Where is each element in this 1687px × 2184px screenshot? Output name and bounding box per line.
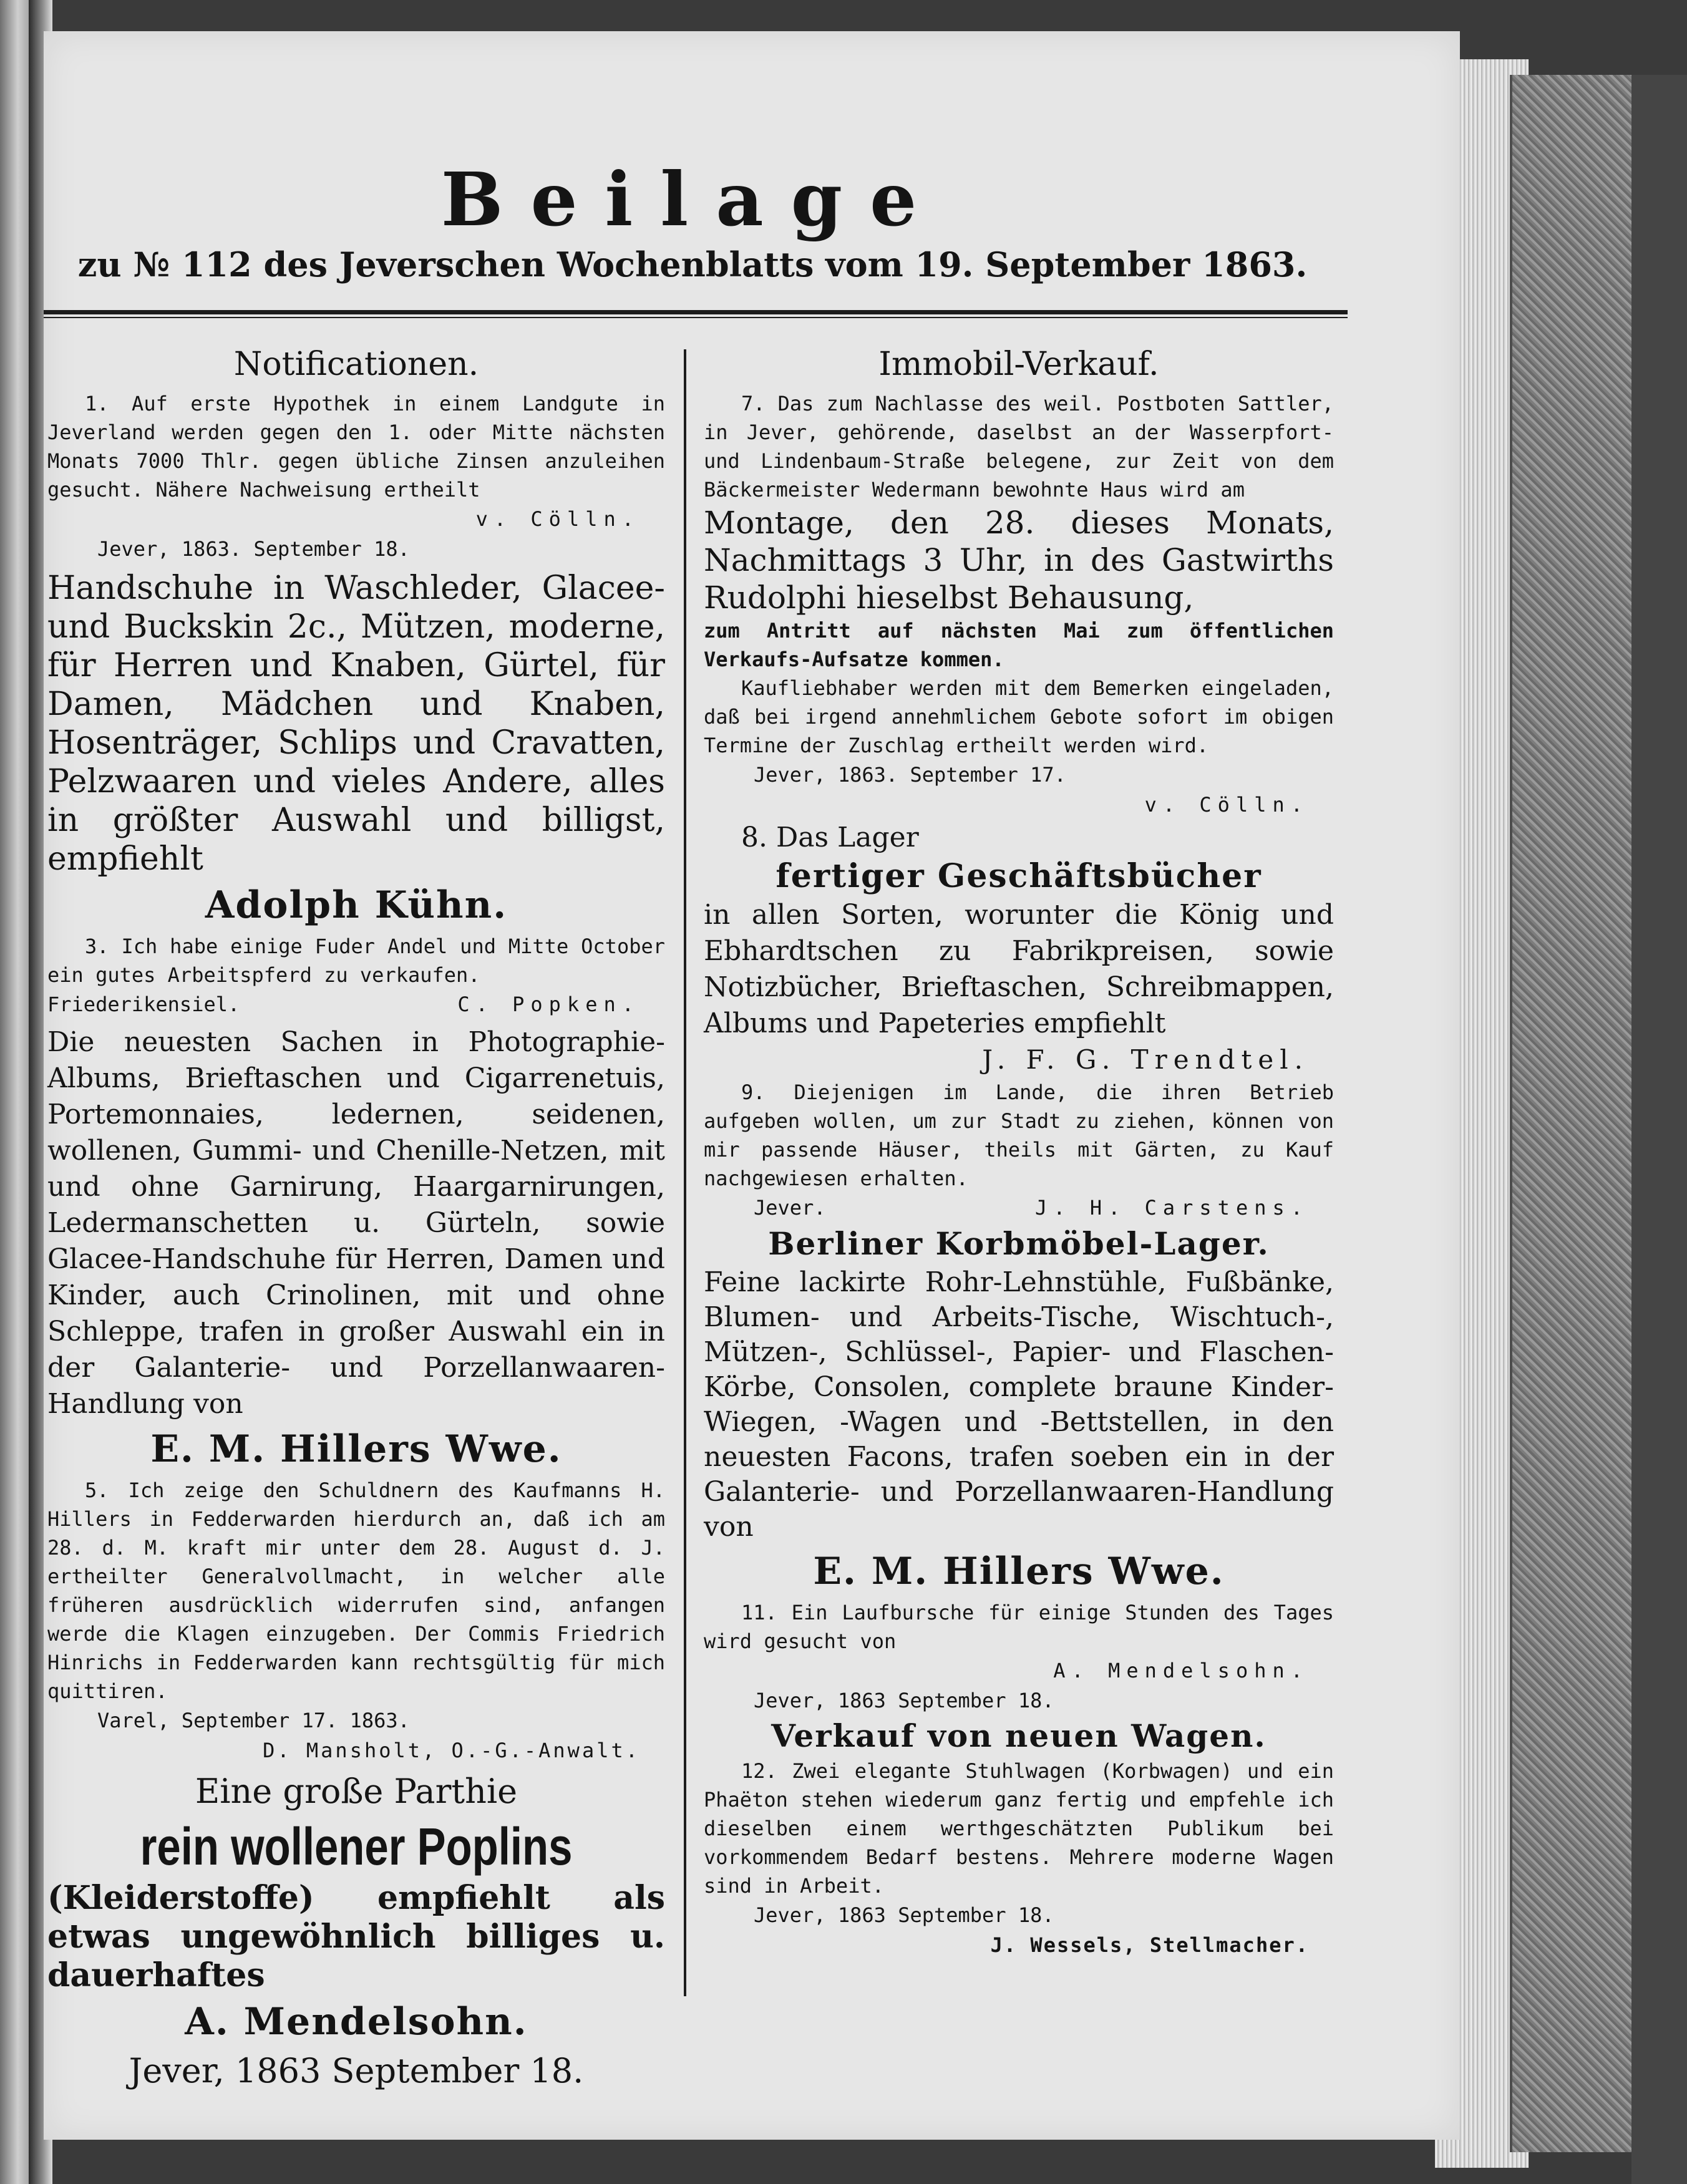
masthead-subtitle: zu № 112 des Jeverschen Wochenblatts vom 19. September 1863. xyxy=(77,245,1308,284)
masthead xyxy=(44,156,1341,286)
notice-7-text: 7. Das zum Nachlasse des weil. Postboten Sattler, in Jever, gehörende, daselbst an der Wasserpfort- und Lindenbaum-Straße belegene, zur Zeit von dem Bäckermeister Wedermann bewohnte Haus wird am xyxy=(704,392,1334,502)
notice-3-text: 3. Ich habe einige Fuder Andel und Mitte October ein gutes Arbeitspferd zu verkaufen. xyxy=(47,934,665,987)
notice-11-text: 11. Ein Laufbursche für einige Stunden des Tages wird gesucht von xyxy=(704,1601,1334,1653)
ad-mendelsohn-line3: (Kleiderstoffe) empfiehlt als etwas ungewöhnlich billiges u. dauerhaftes xyxy=(47,1879,665,1994)
notice-12-dateline: Jever, 1863 September 18. xyxy=(754,1903,1054,1927)
ad-mendelsohn-dateline: Jever, 1863 September 18. xyxy=(129,2051,584,2090)
ad-mendelsohn-name: A. Mendelsohn. xyxy=(185,2000,528,2044)
scan-background xyxy=(1631,75,1687,2184)
notice-5-dateline: Varel, September 17. 1863. xyxy=(97,1709,410,1732)
notice-3-place: Friederikensiel. xyxy=(47,993,240,1016)
notice-12-signature: J. Wessels, Stellmacher. xyxy=(990,1933,1309,1957)
notice-9-signature: J. H. Carstens. xyxy=(1035,1196,1309,1220)
notice-12-text: 12. Zwei elegante Stuhlwagen (Korbwagen) und ein Phaëton stehen wiederum ganz fertig und empfehle ich dieselben einem werthgeschätzten Publikum bei vorkommendem Bedarf bestens. Mehrere moderne Wagen sind in Arbeit. xyxy=(704,1759,1334,1898)
notice-5-signature: D. Mansholt, O.-G.-Anwalt. xyxy=(263,1739,640,1762)
column-divider xyxy=(684,349,686,1996)
ad-hillers-name: E. M. Hillers Wwe. xyxy=(150,1427,562,1471)
right-column xyxy=(704,337,1334,1960)
ad-kuehn-name: Adolph Kühn. xyxy=(205,883,508,927)
ad-mendelsohn-line1: Eine große Parthie xyxy=(195,1772,518,1811)
notice-3-signature: C. Popken. xyxy=(457,993,640,1016)
notice-7-after: zum Antritt auf nächsten Mai zum öffentlichen Verkaufs-Aufsatze kommen. xyxy=(704,619,1334,671)
ad-korb-name: E. M. Hillers Wwe. xyxy=(813,1550,1225,1593)
left-page-edge xyxy=(0,0,32,2184)
notice-7-big: Montage, den 28. dieses Monats, Nachmittags 3 Uhr, in des Gastwirths Rudolphi hieselbst Behausung, xyxy=(704,505,1334,616)
notice-5-text: 5. Ich zeige den Schuldnern des Kaufmanns H. Hillers in Fedderwarden hierdurch an, daß ich am 28. d. M. kraft mir unter dem 28. August d. J. ertheilter Generalvollmacht, in welcher alle früheren ausdrücklich widerrufen sind, anfangen werde die Klagen einzugeben. Der Commis Friedrich Hinrichs in Fedderwarden kann rechtsgültig für mich quittiren. xyxy=(47,1478,665,1703)
notice-11-dateline: Jever, 1863 September 18. xyxy=(754,1689,1054,1712)
notice-8-bold: fertiger Geschäftsbücher xyxy=(775,857,1262,895)
notice-1-signature: v. Cölln. xyxy=(475,507,640,531)
ad-korb-heading: Berliner Korbmöbel-Lager. xyxy=(768,1225,1270,1262)
notice-7-signature: v. Cölln. xyxy=(1144,793,1309,817)
section-heading-immobil: Immobil-Verkauf. xyxy=(878,346,1159,383)
notice-9-footer xyxy=(704,1193,1334,1223)
masthead-rule xyxy=(44,310,1348,314)
notice-1-text: 1. Auf erste Hypothek in einem Landgute in Jeverland werden gegen den 1. oder Mitte nächsten Monats 7000 Thlr. gegen übliche Zinsen anzuleihen gesucht. Nähere Nachweisung ertheilt xyxy=(47,392,665,502)
section-heading-notificationen: Notificationen. xyxy=(233,346,479,383)
notice-12-heading: Verkauf von neuen Wagen. xyxy=(771,1717,1266,1754)
notice-3-footer xyxy=(47,989,665,1019)
masthead-title: Beilage xyxy=(440,156,945,243)
notice-8-text: in allen Sorten, worunter die König und Ebhardtschen zu Fabrikpreisen, sowie Notizbücher, Brieftaschen, Schreibmappen, Albums und Papeteries empfiehlt xyxy=(704,899,1334,1039)
ad-mendelsohn-line2: rein wollener Poplins xyxy=(140,1817,573,1876)
book-cover xyxy=(1510,75,1637,2152)
notice-8-intro: 8. Das Lager xyxy=(741,822,919,853)
notice-9-text: 9. Diejenigen im Lande, die ihren Betrieb aufgeben wollen, um zur Stadt zu ziehen, können von mir passende Häuser, theils mit Gärten, zu Kauf nachgewiesen erhalten. xyxy=(704,1080,1334,1190)
notice-7-dateline: Jever, 1863. September 17. xyxy=(754,763,1066,787)
ad-hillers-text: Die neuesten Sachen in Photographie-Albums, Brieftaschen und Cigarrenetuis, Portemonnaies, ledernen, seidenen, wollenen, Gummi- und Chenille-Netzen, mit und ohne Garnirung, Haargarnirungen, Ledermanschetten u. Gürteln, sowie Glacee-Handschuhe für Herren, Damen und Kinder, auch Crinolinen, mit und ohne Schleppe, trafen in großer Auswahl ein in der Galanterie- und Porzellanwaaren-Handlung von xyxy=(47,1026,665,1420)
left-column xyxy=(47,337,665,2094)
masthead-rule-thin xyxy=(44,317,1348,318)
notice-9-place: Jever. xyxy=(754,1196,826,1220)
notice-1-dateline: Jever, 1863. September 18. xyxy=(97,537,410,561)
ad-korb-text: Feine lackirte Rohr-Lehnstühle, Fußbänke, Blumen- und Arbeits-Tische, Wischtuch-, Mützen-, Schlüssel-, Papier- und Flaschen-Körbe, Consolen, complete braune Kinder-Wiegen, -Wagen und -Bettstellen, in den neuesten Facons, trafen soeben ein in der Galanterie- und Porzellanwaaren-Handlung von xyxy=(704,1266,1334,1543)
notice-11-signature: A. Mendelsohn. xyxy=(1053,1659,1309,1682)
notice-7-after2: Kaufliebhaber werden mit dem Bemerken eingeladen, daß bei irgend annehmlichem Gebote sofort im obigen Termine der Zuschlag ertheilt werden wird. xyxy=(704,676,1334,757)
ad-kuehn-text: Handschuhe in Waschleder, Glacee- und Buckskin 2c., Mützen, moderne, für Herren und Knaben, Gürtel, für Damen, Mädchen und Knaben, Hosenträger, Schlips und Cravatten, Pelzwaaren und vieles Andere, alles in größter Auswahl und billigst, empfiehlt xyxy=(47,570,665,878)
notice-8-signature: J. F. G. Trendtel. xyxy=(982,1044,1309,1075)
